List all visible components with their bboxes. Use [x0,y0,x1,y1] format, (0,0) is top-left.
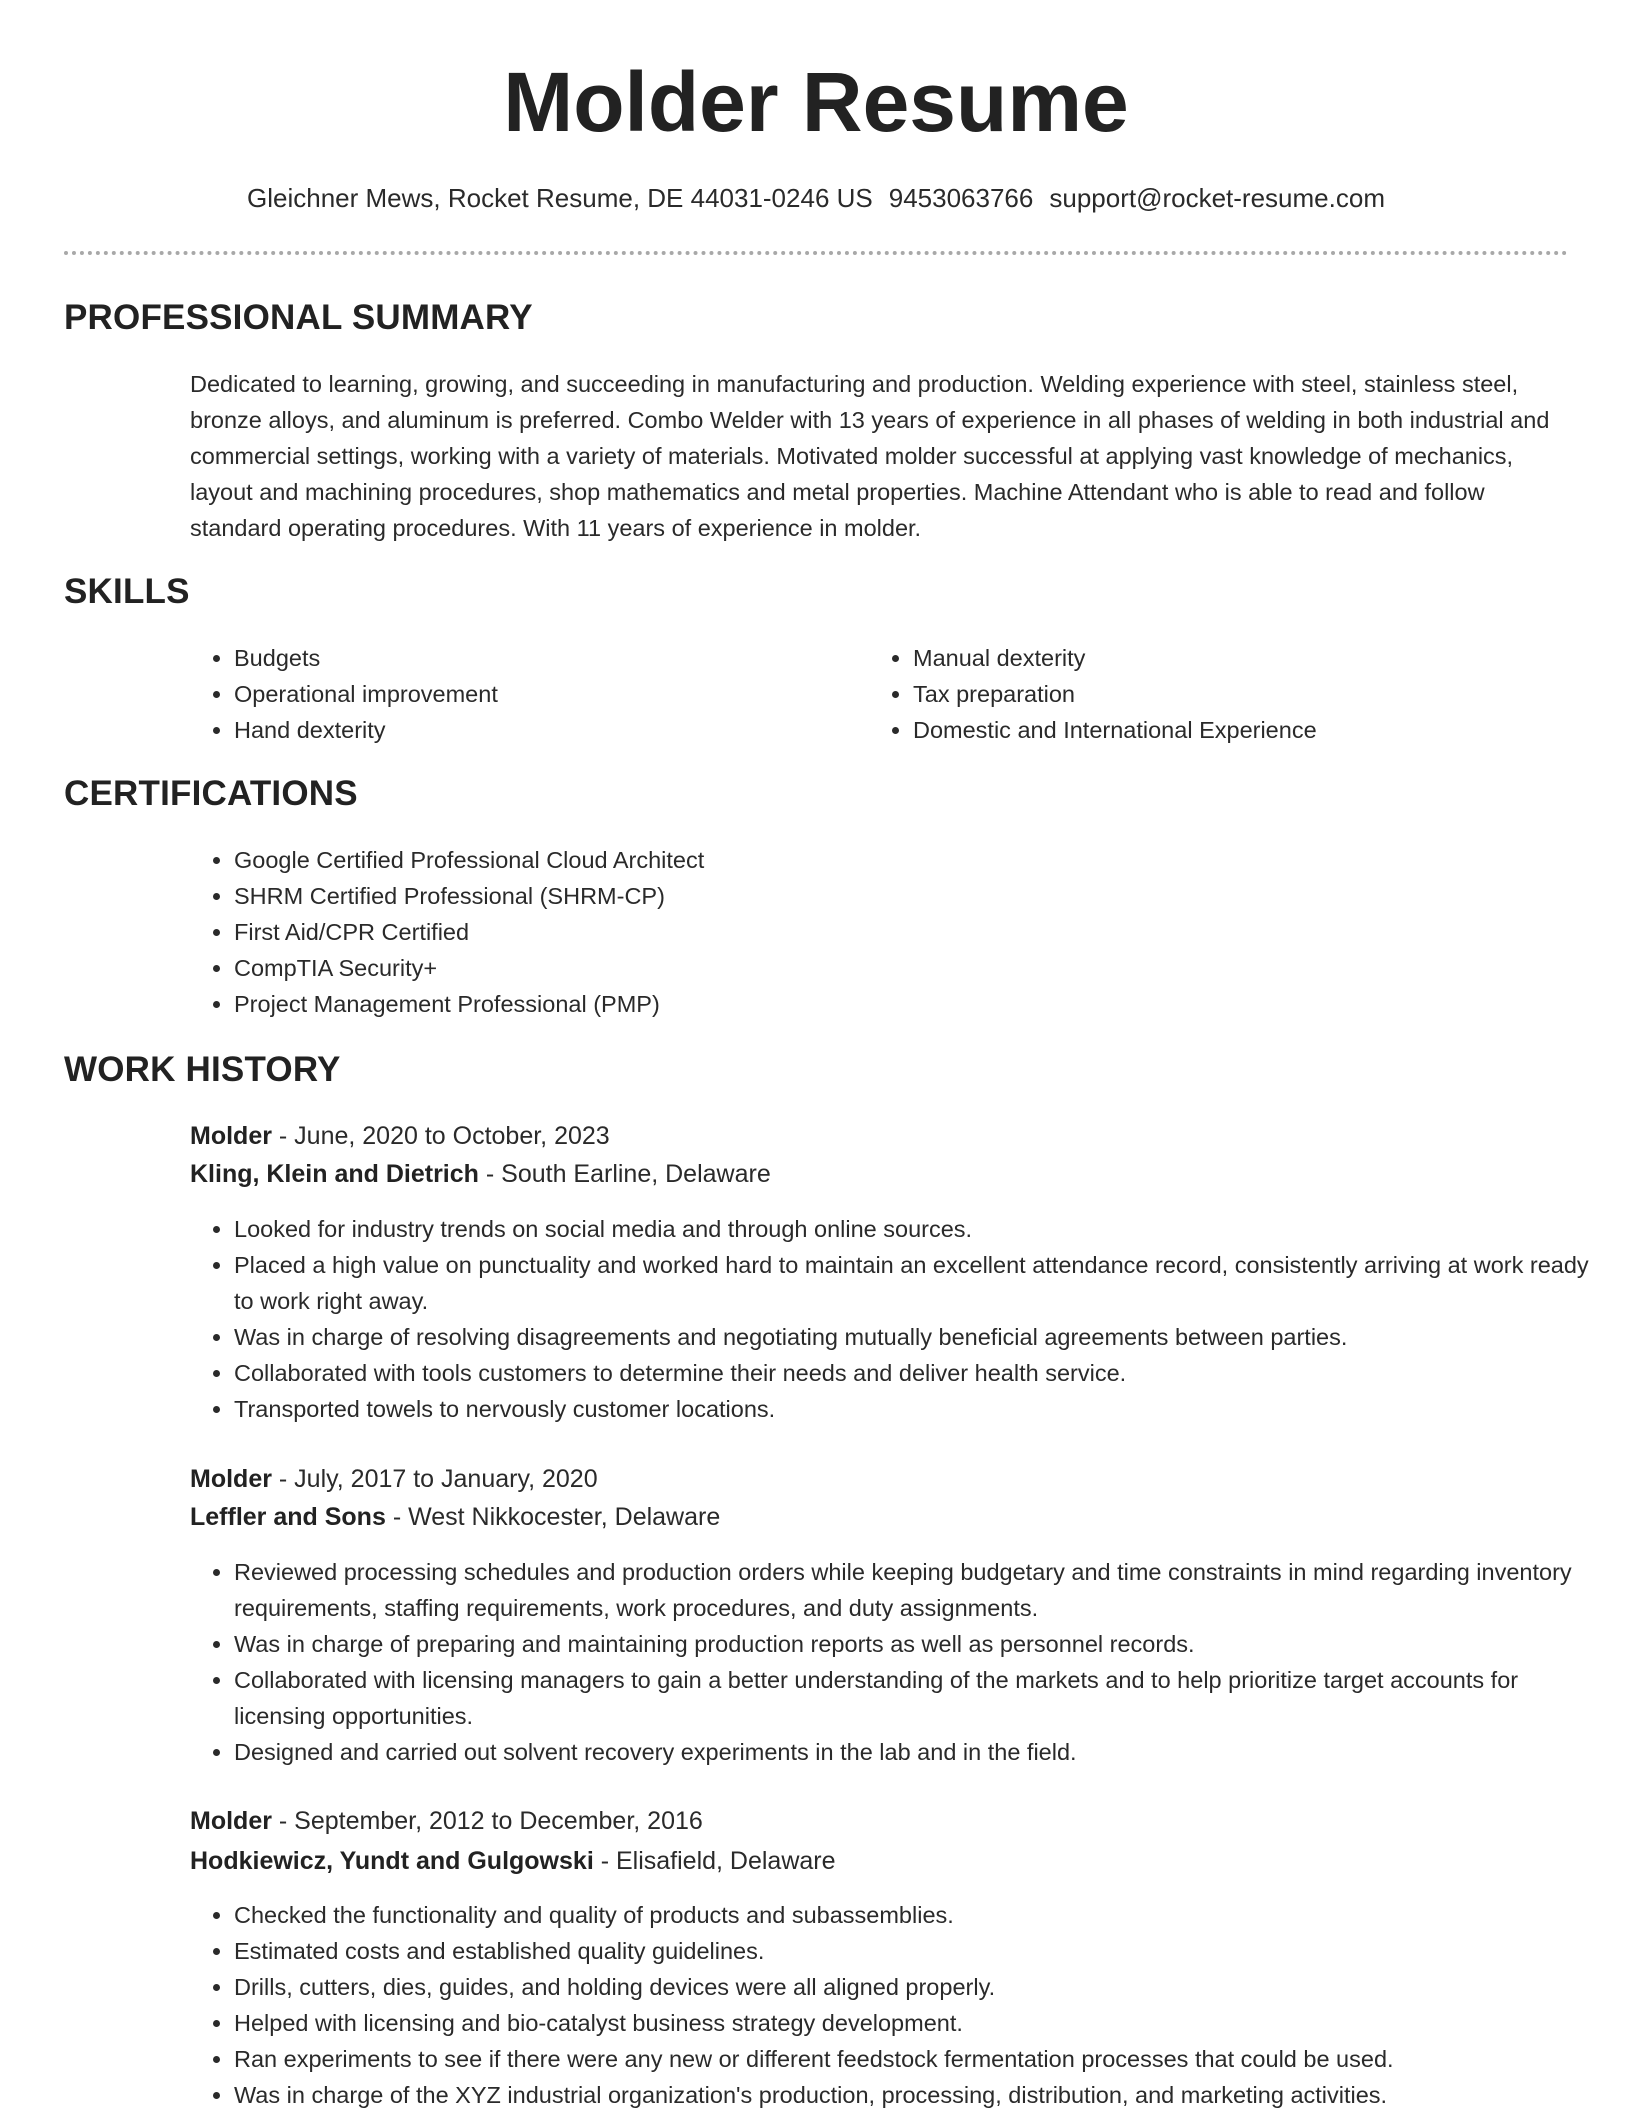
job-title: Molder [190,1122,272,1150]
job-company-line [190,1156,771,1192]
summary-text: Dedicated to learning, growing, and succeeding in manufacturing and production. Welding experience with steel, stainless steel, bronze alloys, and aluminum is preferred. Combo Welder with 13 years of experience in all phases of welding in both industrial and commercial settings, working with a variety of materials. Motivated molder successful at applying vast knowledge of mechanics, layout and machining procedures, shop mathematics and metal properties. Machine Attendant who is able to read and follow standard operating procedures. With 11 years of experience in molder. [190,371,1550,541]
job-bullets [190,1554,1612,1770]
section-heading-certifications: CERTIFICATIONS [64,774,358,813]
job-bullets [190,1897,1612,2113]
contact-phone: 9453063766 [888,183,1034,213]
job-dates: - September, 2012 to December, 2016 [271,1807,703,1835]
section-heading-skills: SKILLS [64,572,190,611]
header-divider [64,251,1568,255]
job-bullet: • Placed a high value on punctuality and worked hard to maintain an excellent attendance record, consistently arriving at work ready to work right away. [234,1247,1612,1319]
job-bullet: • Drills, cutters, dies, guides, and holding devices were all aligned properly. [234,1969,1612,2005]
job-bullet: • Collaborated with tools customers to determine their needs and deliver health service. [234,1355,1612,1391]
job-company-line [190,1843,836,1879]
certification-item: • First Aid/CPR Certified [234,914,1234,950]
contact-email[interactable]: support@rocket-resume.com [1049,183,1385,213]
job-bullet: • Was in charge of the XYZ industrial organization's production, processing, distribution, and marketing activities. [234,2077,1612,2113]
job-bullets [190,1211,1612,1427]
job-bullet: • Was in charge of resolving disagreements and negotiating mutually beneficial agreements between parties. [234,1319,1612,1355]
job-bullet: • Checked the functionality and quality of products and subassemblies. [234,1897,1612,1933]
job-company: Kling, Klein and Dietrich [190,1160,479,1188]
contact-line [0,180,1632,216]
section-heading-work-history: WORK HISTORY [64,1050,341,1089]
job-bullet: • Ran experiments to see if there were any new or different feedstock fermentation processes that could be used. [234,2041,1612,2077]
job-bullet: • Estimated costs and established quality guidelines. [234,1933,1612,1969]
certifications-list [190,842,1234,1022]
skill-item: • Manual dexterity [913,640,1593,676]
skills-list-left [190,640,814,748]
job-title: Molder [190,1465,272,1493]
job-dates: - June, 2020 to October, 2023 [271,1122,610,1150]
certification-item: • Google Certified Professional Cloud Architect [234,842,1234,878]
skill-item: • Budgets [234,640,814,676]
job-location: - Elisafield, Delaware [593,1847,836,1875]
job-title-line [190,1461,598,1497]
job-bullet: • Helped with licensing and bio-catalyst business strategy development. [234,2005,1612,2041]
job-bullet: • Collaborated with licensing managers to gain a better understanding of the markets and to help prioritize target accounts for licensing opportunities. [234,1662,1612,1734]
skill-item: • Hand dexterity [234,712,814,748]
job-dates: - July, 2017 to January, 2020 [271,1465,598,1493]
contact-address: Gleichner Mews, Rocket Resume, DE 44031-0246 US [247,183,873,213]
job-location: - West Nikkocester, Delaware [385,1503,721,1531]
skill-item: • Domestic and International Experience [913,712,1593,748]
job-title-line [190,1118,610,1154]
job-company: Leffler and Sons [190,1503,386,1531]
job-bullet: • Looked for industry trends on social media and through online sources. [234,1211,1612,1247]
job-bullet: • Transported towels to nervously customer locations. [234,1391,1612,1427]
job-title: Molder [190,1807,272,1835]
skills-list-right [869,640,1593,748]
skill-item: • Operational improvement [234,676,814,712]
certification-item: • Project Management Professional (PMP) [234,986,1234,1022]
job-title-line [190,1803,703,1839]
certification-item: • SHRM Certified Professional (SHRM-CP) [234,878,1234,914]
job-bullet: • Designed and carried out solvent recovery experiments in the lab and in the field. [234,1734,1612,1770]
job-company-line [190,1499,720,1535]
job-bullet: • Reviewed processing schedules and production orders while keeping budgetary and time constraints in mind regarding inventory requirements, staffing requirements, work procedures, and duty assignments. [234,1554,1612,1626]
section-heading-summary: PROFESSIONAL SUMMARY [64,298,533,337]
resume-title: Molder Resume [503,55,1129,149]
job-bullet: • Was in charge of preparing and maintaining production reports as well as personnel records. [234,1626,1612,1662]
job-company: Hodkiewicz, Yundt and Gulgowski [190,1847,594,1875]
certification-item: • CompTIA Security+ [234,950,1234,986]
job-location: - South Earline, Delaware [478,1160,771,1188]
skill-item: • Tax preparation [913,676,1593,712]
